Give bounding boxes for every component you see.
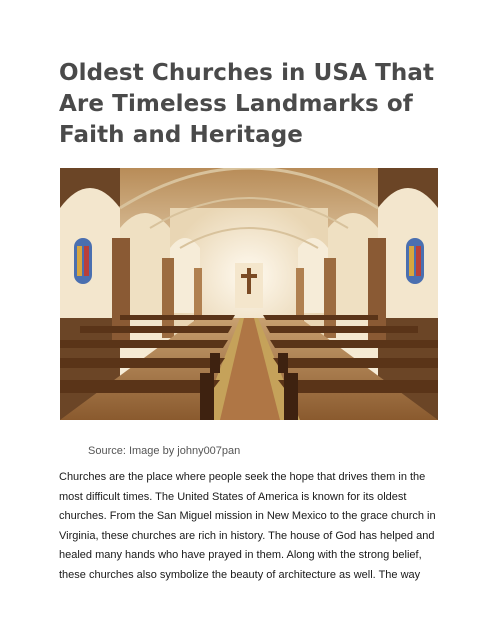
article-title: Oldest Churches in USA That Are Timeless Landmarks of Faith and Heritage bbox=[59, 60, 435, 148]
article-paragraph: Churches are the place where people seek the hope that drives them in the most difficult times. The United States of America is known for its oldest churches. From the San Miguel mission in New Mexico to the grace church in Virginia, these churches are rich in history. The house of God has helped and healed many hands who have prayed in them. Along with the strong belief, these churches also symbolize the beauty of architecture as well. The way bbox=[59, 471, 436, 581]
image-caption: Source: Image by johny007pan bbox=[88, 445, 241, 457]
church-interior-photo bbox=[60, 168, 438, 420]
church-interior-illustration bbox=[60, 168, 438, 420]
